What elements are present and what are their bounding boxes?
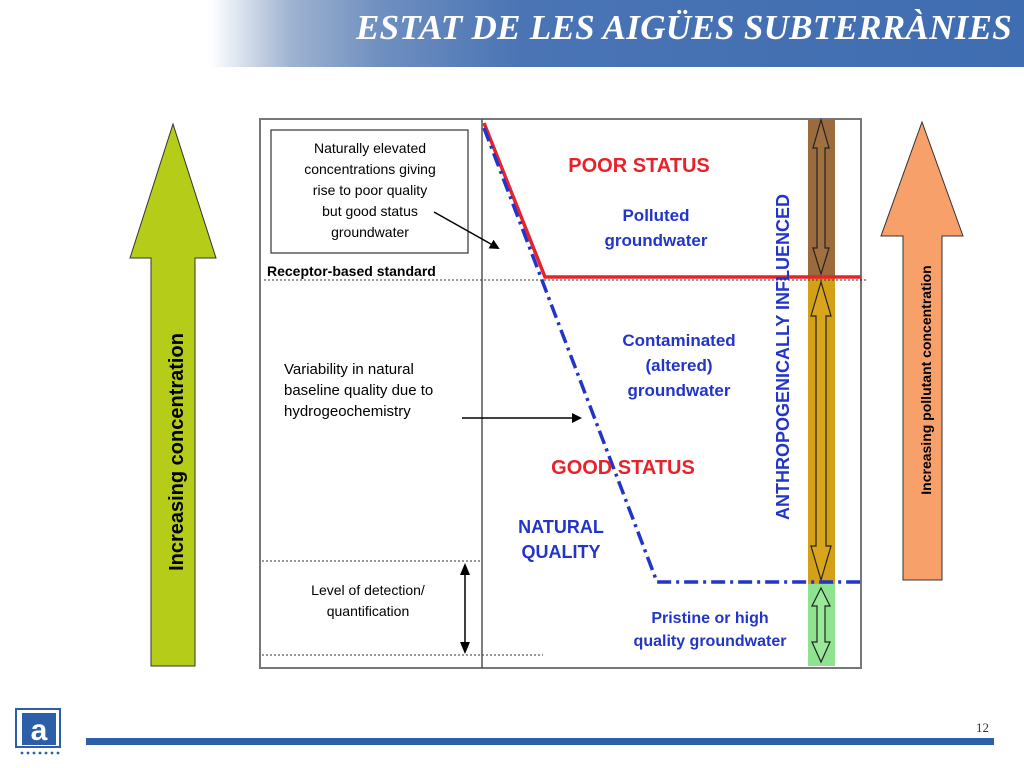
logo-letter: a (30, 714, 48, 747)
box-line-1: Naturally elevated (313, 140, 427, 156)
increasing-pollutant-label: Increasing pollutant concentration (918, 265, 934, 495)
box-line-4: but good status (322, 203, 418, 219)
organization-logo (14, 707, 66, 757)
pristine-line-2: quality groundwater (633, 633, 787, 650)
anthropogenically-influenced-label: ANTHROPOGENICALLY INFLUENCED (773, 193, 793, 521)
page-number: 12 (976, 720, 989, 735)
contaminated-line-1: Contaminated (622, 331, 736, 350)
pristine-line-1: Pristine or high (651, 610, 769, 627)
page-title: ESTAT DE LES AIGÜES SUBTERRÀNIES (355, 8, 1012, 47)
natural-quality-line-2: QUALITY (521, 542, 601, 562)
contaminated-line-2: (altered) (645, 356, 713, 375)
variability-line-1: Variability in natural (284, 361, 414, 378)
detection-line-2: quantification (326, 603, 410, 619)
box-line-5: groundwater (331, 224, 409, 240)
increasing-concentration-label: Increasing concentration (166, 333, 188, 571)
receptor-standard-label: Receptor-based standard (267, 263, 436, 279)
box-line-3: rise to poor quality (312, 182, 428, 198)
variability-line-2: baseline quality due to (284, 382, 434, 399)
polluted-line-1: Polluted (622, 206, 690, 225)
good-status-label: GOOD STATUS (551, 457, 695, 479)
poor-status-label: POOR STATUS (568, 155, 710, 177)
natural-quality-line-1: NATURAL (518, 517, 604, 537)
detection-line-1: Level of detection/ (311, 582, 425, 598)
contaminated-line-3: groundwater (627, 381, 731, 400)
footer-rule (86, 738, 994, 745)
variability-line-3: hydrogeochemistry (284, 403, 411, 420)
box-line-2: concentrations giving (304, 161, 436, 177)
polluted-line-2: groundwater (604, 231, 708, 250)
